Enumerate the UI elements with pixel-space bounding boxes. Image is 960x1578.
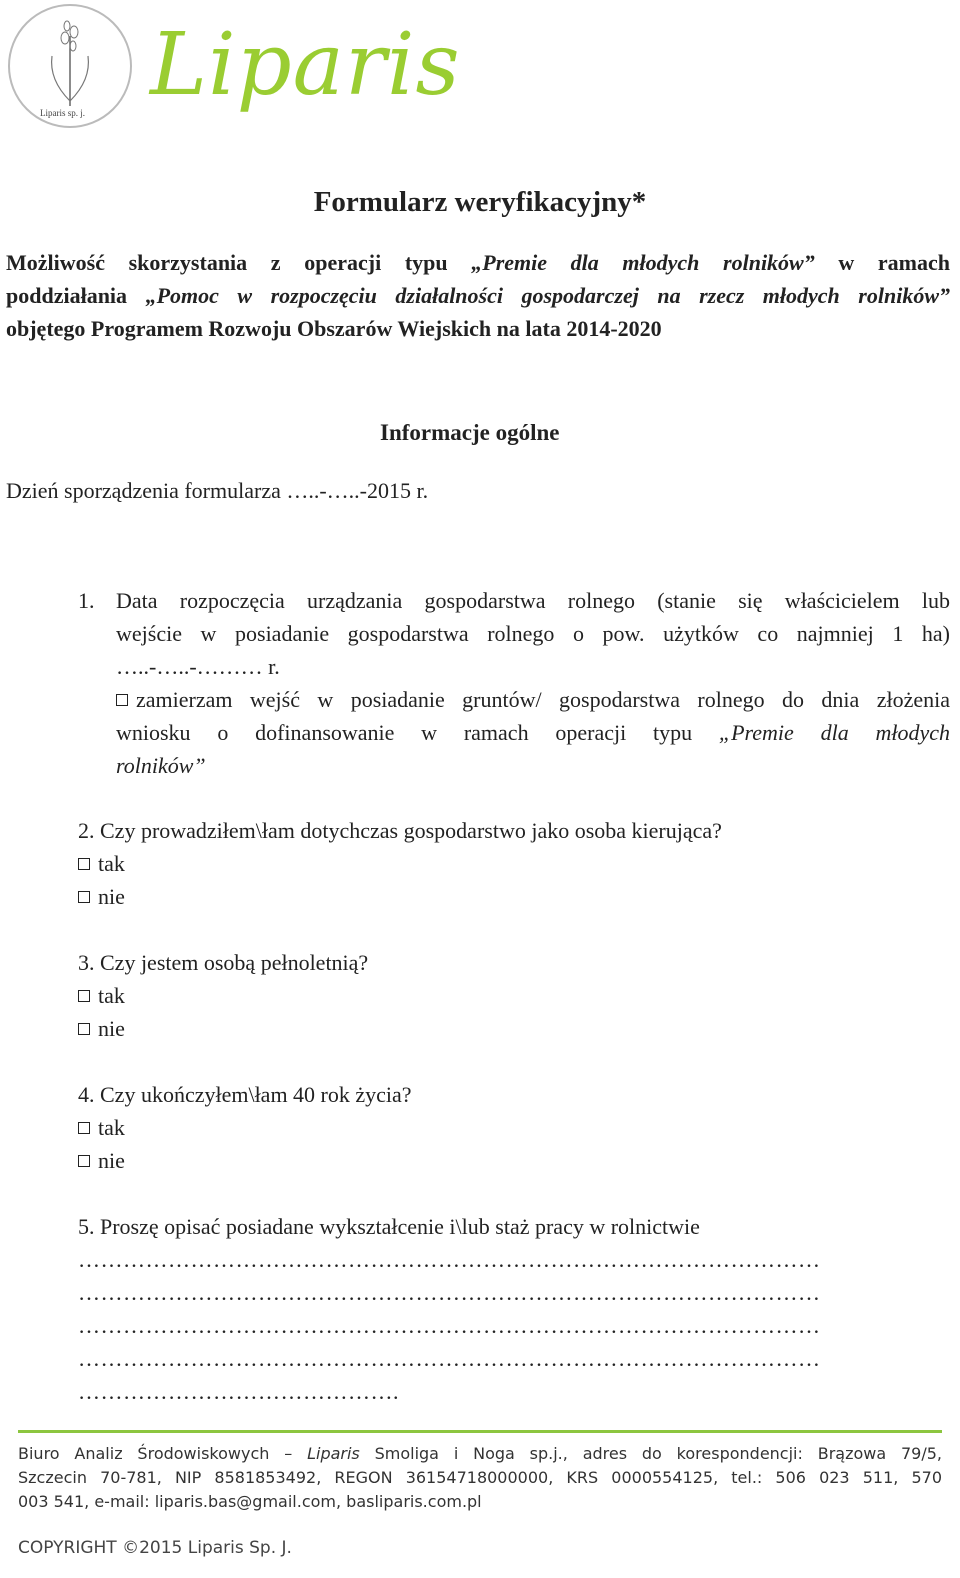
option-operation-name: rolników”	[116, 753, 206, 778]
intro-text: poddziałania	[6, 283, 146, 308]
footer-text: 003 541, e-mail: liparis.bas@gmail.com, basliparis.com.pl	[18, 1492, 482, 1511]
intro-operation-name: „Premie dla młodych rolników”	[471, 250, 815, 275]
option-label: nie	[98, 884, 125, 909]
answer-line[interactable]: ………………………………………………………………………………………	[78, 1280, 821, 1305]
checkbox[interactable]	[78, 858, 90, 870]
footer-text: Szczecin 70-781, NIP 8581853492, REGON 36154718000000, KRS 0000554125, tel.: 506 023 511, 570	[18, 1468, 942, 1487]
answer-line[interactable]: ………………………………………………………………………………………	[78, 1346, 821, 1371]
checkbox[interactable]	[78, 1122, 90, 1134]
option-label: nie	[98, 1148, 125, 1173]
answer-line[interactable]: …………………………………….	[78, 1379, 399, 1404]
question-text: 2. Czy prowadziłem\łam dotychczas gospodarstwo jako osoba kierująca?	[78, 818, 722, 843]
answer-line[interactable]: ………………………………………………………………………………………	[78, 1313, 821, 1338]
intro-text: objętego Programem Rozwoju Obszarów Wiejskich na lata 2014-2020	[6, 316, 662, 341]
answer-option-no[interactable]	[78, 1012, 368, 1045]
question-text: 5. Proszę opisać posiadane wykształcenie i\lub staż pracy w rolnictwie	[78, 1214, 700, 1239]
logo-caption: Liparis sp. j.	[40, 108, 85, 118]
option-text: wniosku o dofinansowanie w ramach operacji typu	[116, 720, 719, 745]
option-label: tak	[98, 1115, 125, 1140]
checkbox[interactable]	[78, 1155, 90, 1167]
question-text: 3. Czy jestem osobą pełnoletnią?	[78, 950, 369, 975]
option-label: nie	[98, 1016, 125, 1041]
question-text: wejście w posiadanie gospodarstwa rolnego o pow. użytków co najmniej 1 ha)	[116, 621, 950, 646]
question-2	[78, 814, 722, 913]
page-title: Formularz weryfikacyjny*	[313, 186, 647, 218]
question-text: 4. Czy ukończyłem\łam 40 rok życia?	[78, 1082, 412, 1107]
option-operation-name: „Premie dla młodych	[718, 720, 950, 745]
footer-divider	[18, 1430, 942, 1433]
footer-company-name: Liparis	[307, 1444, 360, 1463]
intro-text: w ramach	[814, 250, 950, 275]
answer-lines[interactable]	[78, 1243, 821, 1408]
option-label: tak	[98, 983, 125, 1008]
answer-option-no[interactable]	[78, 880, 722, 913]
copyright-notice: COPYRIGHT ©2015 Liparis Sp. J.	[18, 1538, 292, 1558]
section-title: Informacje ogólne	[380, 420, 560, 445]
checkbox[interactable]	[78, 891, 90, 903]
intro-paragraph	[6, 246, 950, 345]
answer-option-no[interactable]	[78, 1144, 412, 1177]
footer-text: Smoliga i Noga sp.j., adres do korespondencji: Brązowa 79/5,	[359, 1444, 943, 1463]
answer-option-yes[interactable]	[78, 847, 722, 880]
answer-line[interactable]: ………………………………………………………………………………………	[78, 1247, 821, 1272]
checkbox[interactable]	[78, 1023, 90, 1035]
answer-option-yes[interactable]	[78, 1111, 412, 1144]
answer-option-yes[interactable]	[78, 979, 368, 1012]
option-label: tak	[98, 851, 125, 876]
question-3	[78, 946, 368, 1045]
checkbox[interactable]	[78, 990, 90, 1002]
question-4	[78, 1078, 412, 1177]
footer-address	[18, 1442, 942, 1514]
start-date-field[interactable]: …..-…..-……… r.	[116, 654, 280, 679]
logo-wordmark: Liparis	[150, 15, 461, 115]
option-text: zamierzam wejść w posiadanie gruntów/ gospodarstwa rolnego do dnia złożenia	[136, 687, 950, 712]
question-1	[78, 584, 950, 782]
question-5	[78, 1210, 700, 1243]
question-text: Data rozpoczęcia urządzania gospodarstwa rolnego (stanie się właścicielem lub	[116, 588, 950, 613]
intro-subaction-name: „Pomoc w rozpoczęciu działalności gospodarczej na rzecz młodych rolników”	[145, 283, 950, 308]
intend-checkbox[interactable]	[116, 694, 128, 706]
form-date-field[interactable]: Dzień sporządzenia formularza …..-…..-2015 r.	[6, 478, 429, 503]
footer-text: Biuro Analiz Środowiskowych –	[18, 1444, 308, 1463]
question-number: 1.	[78, 588, 95, 613]
intro-text: Możliwość skorzystania z operacji typu	[6, 250, 472, 275]
